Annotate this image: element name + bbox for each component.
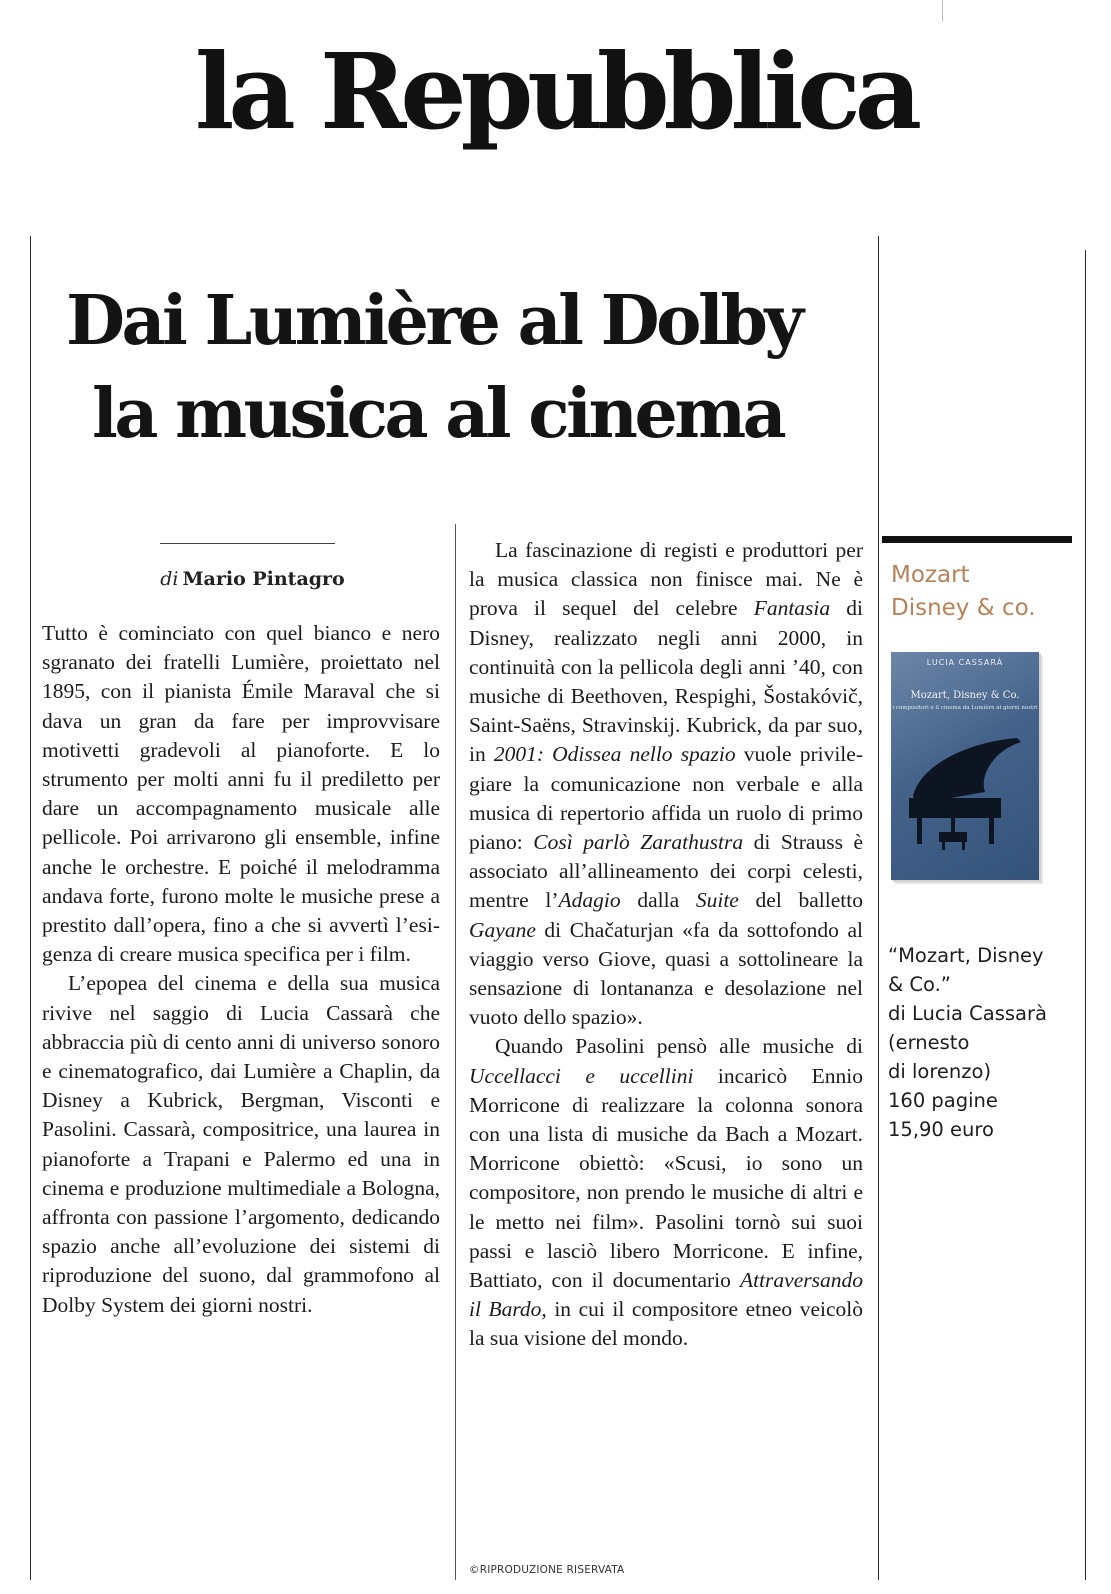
book-cover-image bbox=[891, 652, 1039, 880]
article-column-1 bbox=[42, 619, 440, 1320]
text-run: di Strauss è associato all’allineamento dei corpi celesti, mentre l’ bbox=[469, 830, 864, 913]
book-cover-title: Mozart, Disney & Co. bbox=[910, 690, 1020, 701]
italic-title-adagio: Adagio bbox=[558, 888, 621, 913]
column-2-paragraph-1 bbox=[469, 536, 863, 1032]
italic-title-zarathustra: Così parlò Zarathustra bbox=[533, 830, 744, 855]
column-1-paragraph-1: Tutto è cominciato con quel bianco e nero sgranato dei fratelli Lumière, proiettato nel 1895, con il pianista Émile Maraval che si dava un gran da fare per improvvisare motivetti gradevoli al pianoforte. E lo strumento per molti anni fu il prediletto per dare un accompagnamento musicale alle pellicole. Poi arrivarono gli ensemble, infine anche le orchestre. E poiché il melodramma andava forte, furono molte le musiche prese a prestito dall’opera, fino a che si avvertì l’esigenza di creare musica specifica per i film. bbox=[42, 621, 440, 967]
text-run: del balletto bbox=[738, 888, 863, 913]
caption-line: di Lucia Cassarà bbox=[888, 1002, 1047, 1025]
text-run: incaricò Ennio Morricone di realizzare la colonna sonora con una lista di musiche da Bach a Mozart. Morricone obiettò: «Scusi, io sono un compositore, non prendo le musiche di altri e le metto nei film». Pasolini tornò sui suoi passi e lasciò libero Morricone. E infine, Battiato, con il documentario bbox=[469, 1063, 863, 1293]
italic-title-2001: 2001: Odissea nello spazio bbox=[493, 742, 736, 767]
top-tick-mark bbox=[942, 0, 943, 22]
italic-title-uccellacci: Uccellacci e uccellini bbox=[469, 1063, 694, 1088]
byline-author: Mario Pintagro bbox=[182, 568, 345, 590]
column-divider-rule bbox=[455, 524, 456, 1580]
column-2-paragraph-2 bbox=[469, 1032, 863, 1353]
copyright-notice: ©RIPRODUZIONE RISERVATA bbox=[469, 1564, 625, 1576]
byline bbox=[60, 568, 445, 590]
caption-line: di lorenzo) bbox=[888, 1060, 992, 1083]
text-run: di Disney, realizzato negli anni 2000, in continuità con la pellicola degli anni ’40, con musiche di Beethoven, Respighi, Šostakóvič, Saint-Saëns, Stravinskij. Kubrick, da par suo, in bbox=[469, 596, 863, 767]
caption-line: “Mozart, Disney bbox=[888, 944, 1044, 967]
article-column-2 bbox=[469, 536, 863, 1354]
caption-line: 160 pagine bbox=[888, 1089, 998, 1112]
left-border-rule bbox=[30, 236, 31, 1580]
text-run: Quando Pasolini pensò alle musiche di bbox=[495, 1034, 863, 1059]
text-run: , in cui il compositore etneo veicolò la sua visione del mondo. bbox=[469, 1297, 863, 1351]
text-run: di Chačaturjan «fa da sottofondo al viaggio verso Giove, quasi a sottolineare la sensazione di lontananza e desolazione nel vuoto dello spazio». bbox=[469, 917, 863, 1030]
sidebar-title-line-1: Mozart bbox=[891, 562, 970, 588]
text-run: dalla bbox=[620, 888, 696, 913]
headline-line-2: la musica al cinema bbox=[92, 374, 784, 454]
right-border-rule bbox=[1085, 250, 1086, 1580]
italic-title-suite: Suite bbox=[695, 888, 739, 913]
book-caption bbox=[888, 941, 1088, 1144]
text-run: La fascinazione di registi e produttori per la musica classica non finisce mai. Ne è prova il sequel del celebre bbox=[469, 538, 863, 621]
text-run: vuole privilegiare la comunicazione non verbale e alla musica di repertorio affida un ruolo di primo piano: bbox=[469, 742, 863, 855]
byline-rule bbox=[160, 543, 335, 544]
italic-title-fantasia: Fantasia bbox=[753, 596, 831, 621]
headline-line-1: Dai Lumière al Dolby bbox=[66, 281, 801, 361]
caption-line: 15,90 euro bbox=[888, 1118, 994, 1141]
sidebar-title-line-2: Disney & co. bbox=[891, 595, 1036, 621]
caption-line: (ernesto bbox=[888, 1031, 970, 1054]
sidebar-title bbox=[891, 559, 1036, 625]
byline-prefix: di bbox=[160, 568, 179, 590]
grand-piano-silhouette-icon bbox=[899, 734, 1031, 854]
sidebar-thick-rule bbox=[882, 536, 1072, 543]
column-1-paragraph-2: L’epopea del cinema e della sua musica rivive nel saggio di Lucia Cassarà che abbraccia più di cento anni di universo sonoro e cinematografico, dai Lumière a Chaplin, da Disney a Kubrick, Bergman, Visconti e Pasolini. Cassarà, compositrice, una laurea in pianoforte a Trapani e Palermo ed una in cinema e produzione multimediale a Bologna, affronta con passione l’argomento, dedicando spazio anche all’evoluzione dei sistemi di riproduzione del suono, dal grammofono al Dolby System dei giorni nostri. bbox=[42, 971, 440, 1317]
italic-title-attraversando: Attraversando il Bardo bbox=[469, 1268, 863, 1322]
italic-title-gayane: Gayane bbox=[469, 917, 536, 942]
book-cover-author: LUCIA CASSARÀ bbox=[926, 658, 1004, 667]
masthead-logo: la Repubblica bbox=[194, 30, 917, 153]
book-cover-subtitle: i compositori e il cinema da Lumière ai giorni nostri bbox=[892, 705, 1038, 711]
caption-line: & Co.” bbox=[888, 973, 951, 996]
